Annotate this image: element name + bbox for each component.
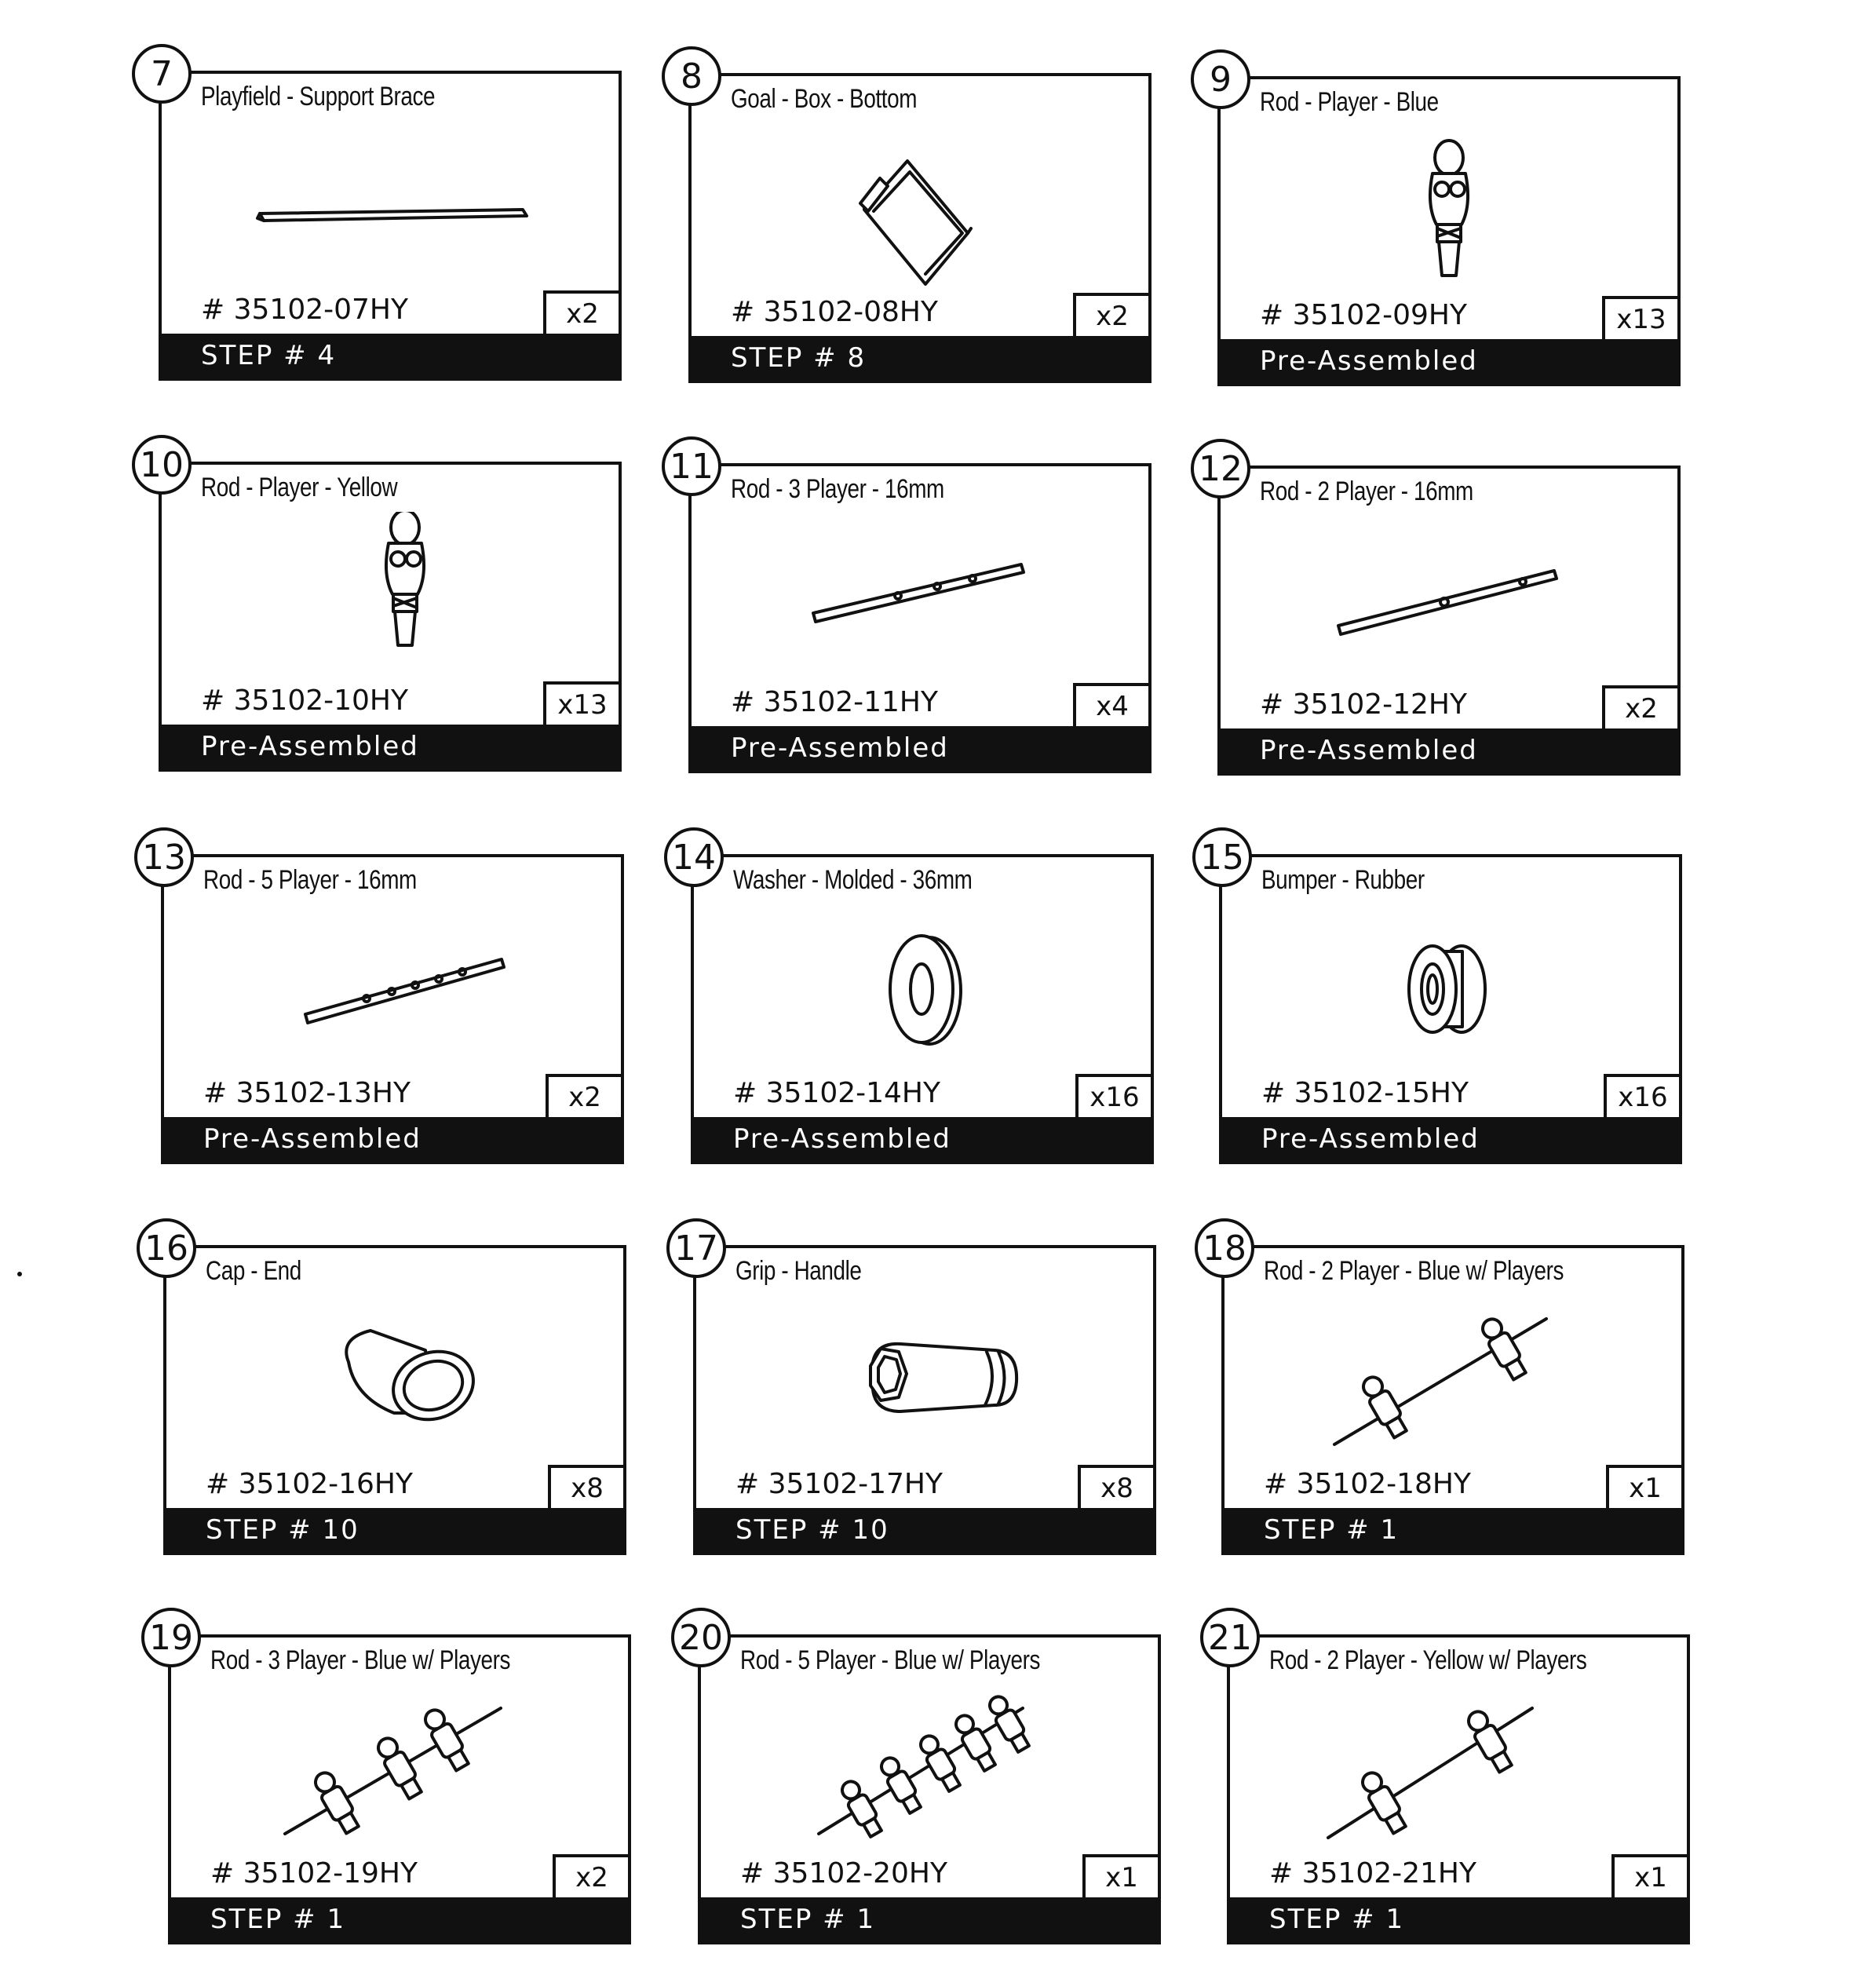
part-code: # 35102-18HY: [1264, 1468, 1471, 1500]
part-title: Rod - 5 Player - 16mm: [203, 865, 417, 895]
part-number-badge: 21: [1200, 1608, 1260, 1667]
part-title: Washer - Molded - 36mm: [733, 865, 973, 895]
part-number-badge: 12: [1191, 439, 1250, 498]
step-bar: Pre-Assembled: [694, 1117, 1151, 1161]
part-title: Rod - 5 Player - Blue w/ Players: [740, 1645, 1040, 1675]
part-title: Cap - End: [206, 1256, 301, 1286]
washer-icon: [694, 904, 1151, 1073]
step-bar: Pre-Assembled: [1221, 339, 1677, 383]
part-number-badge: 19: [141, 1608, 201, 1667]
part-number-badge: 13: [134, 827, 194, 887]
quantity-box: x13: [543, 681, 619, 725]
part-code: # 35102-12HY: [1260, 688, 1467, 721]
part-code: # 35102-09HY: [1260, 299, 1467, 331]
quantity-box: x13: [1602, 296, 1677, 339]
part-code: # 35102-15HY: [1261, 1077, 1469, 1109]
part-title: Rod - 2 Player - Yellow w/ Players: [1269, 1645, 1587, 1675]
part-number-badge: 11: [662, 436, 721, 496]
part-card-11: [670, 446, 1152, 773]
rod-with-players-icon: [171, 1685, 628, 1853]
part-card-17: [674, 1228, 1156, 1555]
part-code: # 35102-21HY: [1269, 1857, 1476, 1890]
quantity-box: x2: [1073, 293, 1148, 336]
part-number-badge: 18: [1195, 1218, 1254, 1278]
grip-handle-icon: [696, 1295, 1153, 1464]
part-number-badge: 20: [671, 1608, 731, 1667]
quantity-box: x1: [1082, 1854, 1158, 1897]
part-card-7: [151, 53, 622, 381]
part-title: Rod - 3 Player - Blue w/ Players: [210, 1645, 510, 1675]
goal-box-icon: [692, 123, 1148, 292]
quantity-box: x4: [1073, 683, 1148, 726]
part-number-badge: 10: [132, 435, 192, 495]
part-card-14: [672, 837, 1154, 1164]
step-bar: Pre-Assembled: [164, 1117, 621, 1161]
part-card-10: [140, 444, 622, 772]
step-bar: STEP # 1: [1230, 1897, 1687, 1941]
part-code: # 35102-17HY: [735, 1468, 943, 1500]
part-number-badge: 14: [664, 827, 724, 887]
rod-with-players-icon: [1225, 1295, 1681, 1464]
part-card-15: [1200, 837, 1682, 1164]
part-code: # 35102-13HY: [203, 1077, 411, 1109]
step-bar: STEP # 10: [696, 1508, 1153, 1552]
quantity-box: x1: [1606, 1465, 1681, 1508]
stray-mark: [17, 1272, 22, 1276]
step-bar: STEP # 1: [171, 1897, 628, 1941]
part-number-badge: 15: [1192, 827, 1252, 887]
part-number-badge: 9: [1191, 49, 1250, 109]
quantity-box: x2: [553, 1854, 628, 1897]
end-cap-icon: [166, 1295, 623, 1464]
quantity-box: x16: [1075, 1074, 1151, 1117]
step-bar: STEP # 4: [162, 334, 619, 378]
rod-icon: [692, 513, 1148, 682]
part-card-8: [681, 56, 1152, 383]
part-code: # 35102-08HY: [731, 296, 938, 328]
quantity-box: x2: [543, 290, 619, 334]
part-code: # 35102-20HY: [740, 1857, 947, 1890]
part-card-16: [144, 1228, 626, 1555]
rod-icon: [1221, 516, 1677, 685]
step-bar: STEP # 10: [166, 1508, 623, 1552]
quantity-box: x16: [1604, 1074, 1679, 1117]
part-title: Goal - Box - Bottom: [731, 84, 918, 114]
part-code: # 35102-11HY: [731, 686, 938, 718]
quantity-box: x8: [548, 1465, 623, 1508]
part-card-18: [1203, 1228, 1684, 1555]
step-bar: STEP # 8: [692, 336, 1148, 380]
quantity-box: x8: [1078, 1465, 1153, 1508]
part-number-badge: 8: [662, 46, 721, 106]
part-title: Grip - Handle: [735, 1256, 862, 1286]
part-title: Rod - 2 Player - 16mm: [1260, 476, 1473, 506]
part-title: Rod - Player - Yellow: [201, 473, 398, 502]
rod-icon: [164, 904, 621, 1073]
part-number-badge: 7: [132, 44, 192, 104]
part-card-19: [149, 1617, 631, 1944]
step-bar: Pre-Assembled: [1222, 1117, 1679, 1161]
bumper-icon: [1222, 904, 1679, 1073]
step-bar: STEP # 1: [701, 1897, 1158, 1941]
quantity-box: x1: [1611, 1854, 1687, 1897]
part-card-20: [679, 1617, 1161, 1944]
part-title: Rod - Player - Blue: [1260, 87, 1439, 117]
quantity-box: x2: [1602, 685, 1677, 728]
quantity-box: x2: [546, 1074, 621, 1117]
part-number-badge: 16: [137, 1218, 196, 1278]
part-code: # 35102-10HY: [201, 685, 408, 717]
step-bar: Pre-Assembled: [1221, 728, 1677, 772]
part-code: # 35102-14HY: [733, 1077, 940, 1109]
part-code: # 35102-19HY: [210, 1857, 418, 1890]
part-card-13: [142, 837, 624, 1164]
part-code: # 35102-16HY: [206, 1468, 413, 1500]
part-card-12: [1199, 448, 1681, 776]
brace-icon: [162, 121, 619, 290]
part-title: Playfield - Support Brace: [201, 82, 436, 111]
step-bar: Pre-Assembled: [692, 726, 1148, 770]
rod-with-players-icon: [1230, 1685, 1687, 1853]
player-figure-icon: [1221, 126, 1677, 295]
player-figure-icon: [162, 512, 619, 681]
part-card-21: [1208, 1617, 1690, 1944]
step-bar: STEP # 1: [1225, 1508, 1681, 1552]
part-card-9: [1210, 59, 1681, 386]
part-code: # 35102-07HY: [201, 294, 408, 326]
part-title: Bumper - Rubber: [1261, 865, 1425, 895]
part-title: Rod - 2 Player - Blue w/ Players: [1264, 1256, 1564, 1286]
part-number-badge: 17: [666, 1218, 726, 1278]
part-title: Rod - 3 Player - 16mm: [731, 474, 944, 504]
step-bar: Pre-Assembled: [162, 725, 619, 769]
rod-with-players-icon: [701, 1685, 1158, 1853]
